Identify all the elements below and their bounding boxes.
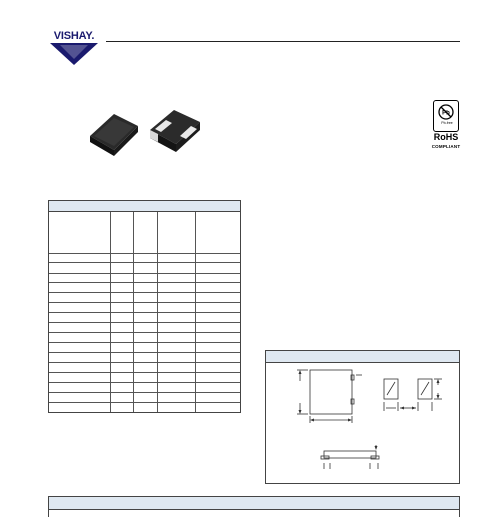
table-row xyxy=(49,362,240,363)
spec-table xyxy=(48,200,241,413)
no-lead-icon xyxy=(433,100,459,132)
bottom-section-header xyxy=(49,497,459,510)
table-row xyxy=(49,292,240,293)
spec-table-body xyxy=(48,212,241,413)
spec-table-header xyxy=(48,200,241,212)
table-row xyxy=(49,352,240,353)
logo-triangle-icon xyxy=(46,43,102,66)
dimensions-header xyxy=(266,351,459,363)
table-row xyxy=(49,273,240,274)
table-row xyxy=(49,322,240,323)
table-row xyxy=(49,392,240,393)
table-row xyxy=(49,342,240,343)
dimensions-panel xyxy=(265,350,460,484)
product-photo xyxy=(88,106,208,162)
table-row xyxy=(49,372,240,373)
bottom-section xyxy=(48,496,460,517)
rohs-badge xyxy=(430,100,462,162)
rohs-label: RoHS xyxy=(433,132,459,142)
table-row xyxy=(49,253,240,254)
table-row xyxy=(49,382,240,383)
table-row xyxy=(49,282,240,283)
svg-text:Pb: Pb xyxy=(442,110,450,117)
pb-free-label: Pb-free xyxy=(441,121,453,125)
vishay-logo xyxy=(46,30,102,66)
table-row xyxy=(49,302,240,303)
table-row xyxy=(49,402,240,403)
table-row xyxy=(49,262,240,263)
dimension-drawing xyxy=(266,363,459,484)
table-row xyxy=(49,312,240,313)
table-row xyxy=(49,332,240,333)
header-divider xyxy=(106,41,460,42)
rohs-compliant-label: COMPLIANT xyxy=(431,144,461,149)
logo-wordmark: VISHAY. xyxy=(53,30,95,42)
